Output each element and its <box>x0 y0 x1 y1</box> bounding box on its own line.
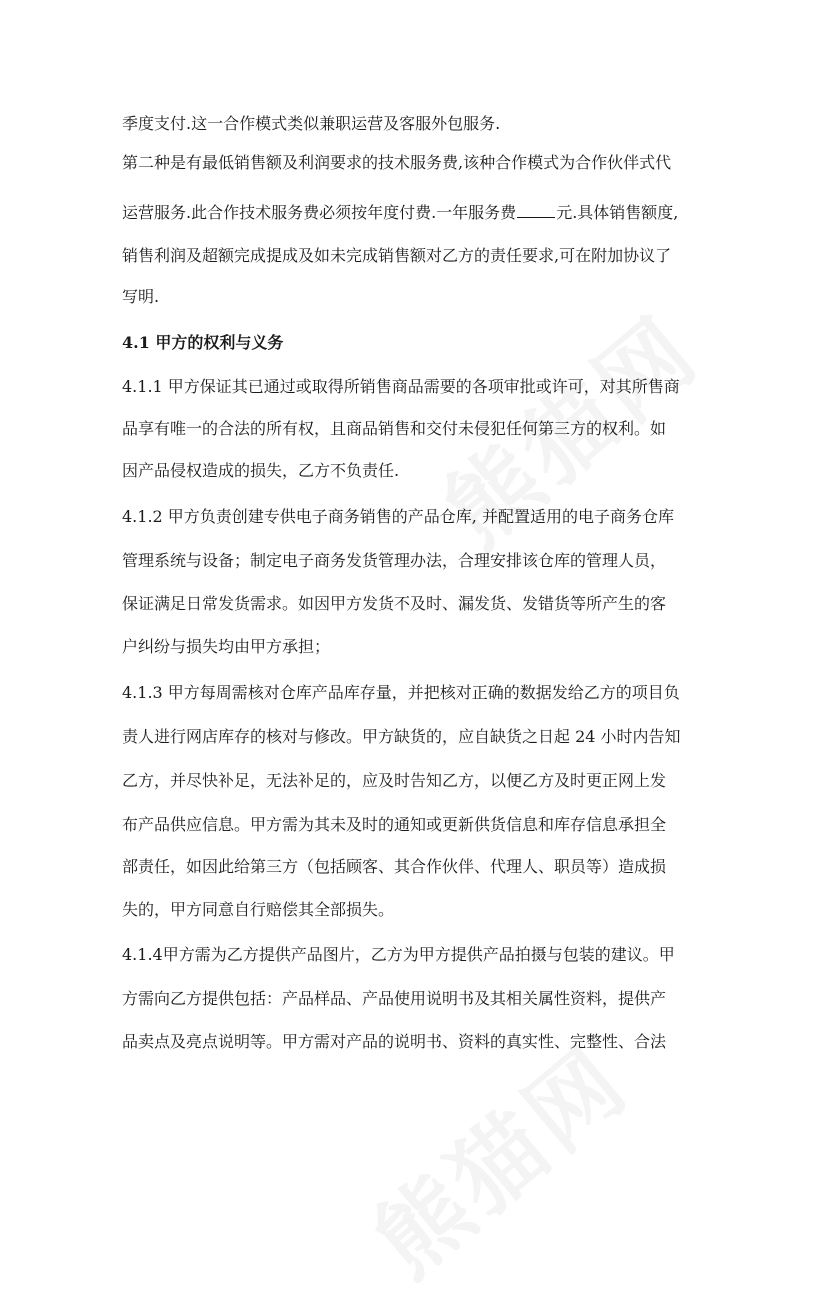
text-line: 第二种是有最低销售额及利润要求的技术服务费,该种合作模式为合作伙伴式代 <box>122 153 672 172</box>
text-line: 责人进行网店库存的核对与修改。甲方缺货的，应自缺货之日起 24 小时内告知 <box>122 727 681 746</box>
text-line: 季度支付.这一合作模式类似兼职运营及客服外包服务. <box>122 114 501 133</box>
text-line: 失的，甲方同意自行赔偿其全部损失。 <box>122 900 395 919</box>
text-line: 4.1.4甲方需为乙方提供产品图片，乙方为甲方提供产品拍摄与包装的建议。甲 <box>122 945 675 964</box>
text-line: 4.1.1 甲方保证其已通过或取得所销售商品需要的各项审批或许可，对其所售商 <box>122 377 680 396</box>
text-line <box>122 203 678 223</box>
text-line: 布产品供应信息。甲方需为其未及时的通知或更新供货信息和库存信息承担全 <box>122 815 667 834</box>
text-line: 方需向乙方提供包括：产品样品、产品使用说明书及其相关属性资料，提供产 <box>122 989 667 1008</box>
text-line: 4.1.2 甲方负责创建专供电子商务销售的产品仓库, 并配置适用的电子商务仓库 <box>122 507 674 526</box>
text-line: 4.1.3 甲方每周需核对仓库产品库存量，并把核对正确的数据发给乙方的项目负 <box>122 683 680 702</box>
text-line: 品享有唯一的合法的所有权，且商品销售和交付未侵犯任何第三方的权利。如 <box>122 419 667 438</box>
text-line: 销售利润及超额完成提成及如未完成销售额对乙方的责任要求,可在附加协议了 <box>122 246 672 265</box>
text-line: 保证满足日常发货需求。如因甲方发货不及时、漏发货、发错货等所产生的客 <box>122 594 667 613</box>
section-heading: 4.1 甲方的权利与义务 <box>122 333 284 352</box>
text-line: 户纠纷与损失均由甲方承担； <box>122 637 331 656</box>
watermark-logo <box>342 1011 652 1301</box>
text-line: 乙方，并尽快补足，无法补足的，应及时告知乙方，以便乙方及时更正网上发 <box>122 771 667 790</box>
fill-in-blank <box>517 203 555 218</box>
text-line: 管理系统与设备；制定电子商务发货管理办法，合理安排该仓库的管理人员， <box>122 551 667 570</box>
text-fragment: 元.具体销售额度, <box>556 203 679 222</box>
text-line: 品卖点及亮点说明等。甲方需对产品的说明书、资料的真实性、完整性、合法 <box>122 1032 667 1051</box>
text-line: 部责任，如因此给第三方（包括顾客、其合作伙伴、代理人、职员等）造成损 <box>122 857 667 876</box>
text-fragment: 运营服务.此合作技术服务费必须按年度付费.一年服务费 <box>122 203 517 222</box>
text-line: 因产品侵权造成的损失，乙方不负责任. <box>122 461 400 480</box>
text-line: 写明. <box>122 287 160 306</box>
